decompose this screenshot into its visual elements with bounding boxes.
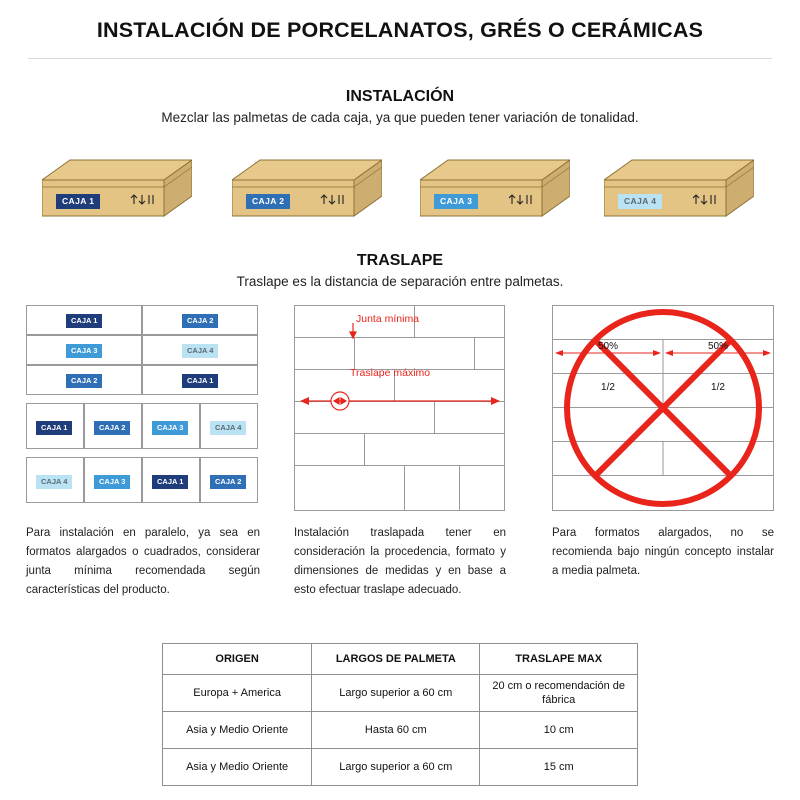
box-caja-3 (420, 156, 570, 228)
carton-box-icon (420, 156, 570, 228)
label-pct-left: 50% (597, 341, 618, 352)
tile-chip: CAJA 1 (152, 475, 188, 489)
table-header-largos: LARGOS DE PALMETA (312, 644, 480, 675)
table-cell-largo: Hasta 60 cm (312, 712, 480, 749)
tile-chip: CAJA 1 (182, 374, 218, 388)
tile-chip: CAJA 4 (36, 475, 72, 489)
tile-chip: CAJA 1 (36, 421, 72, 435)
tile-chip: CAJA 3 (94, 475, 130, 489)
traslape-table (162, 643, 638, 786)
panel-traslape (294, 305, 504, 510)
table-row (163, 749, 638, 786)
label-pct-right: 50% (707, 341, 728, 352)
box-caja-2 (232, 156, 382, 228)
media-palmeta-diagram (552, 305, 774, 511)
section-heading-instalacion: INSTALACIÓN (345, 88, 455, 105)
tile-chip: CAJA 2 (210, 475, 246, 489)
label-half-left: 1/2 (601, 382, 615, 393)
annotation-traslape-maximo: Traslape máximo (350, 367, 431, 379)
table-cell-origen: Asia y Medio Oriente (163, 712, 312, 749)
tile-chip: CAJA 2 (182, 314, 218, 328)
table-header-origen: ORIGEN (163, 644, 312, 675)
box-label-3: CAJA 3 (434, 194, 478, 209)
panel-media-palmeta (552, 305, 774, 510)
table-cell-traslape: 10 cm (480, 712, 638, 749)
tile-chip: CAJA 4 (210, 421, 246, 435)
table-cell-traslape: 20 cm o recomendación de fábrica (480, 675, 638, 712)
caption-panel-paralelo: Para instalación en paralelo, ya sea en formatos alargados o cuadrados, considerar junta mínima recomendada según características del producto. (26, 527, 260, 596)
carton-box-icon (42, 156, 192, 228)
label-half-right: 1/2 (711, 382, 725, 393)
caption-panel-media-palmeta: Para formatos alargados, no se recomienda bajo ningún concepto instalar a media palmeta. (552, 527, 774, 577)
table-cell-origen: Asia y Medio Oriente (163, 749, 312, 786)
annotation-junta-minima: Junta mínima (356, 313, 420, 325)
boxes-row (0, 152, 800, 232)
caption-panel-traslape: Instalación traslapada tener en consideración la procedencia, formato y dimensiones de medidas y en base a esto efectuar traslape adecuado. (294, 527, 506, 596)
box-label-1: CAJA 1 (56, 194, 100, 209)
table-cell-largo: Largo superior a 60 cm (312, 675, 480, 712)
tile-chip: CAJA 3 (66, 344, 102, 358)
tile-chip: CAJA 4 (182, 344, 218, 358)
table-row (163, 712, 638, 749)
page-title: INSTALACIÓN DE PORCELANATOS, GRÉS O CERÁMICAS (96, 17, 704, 42)
tile-chip: CAJA 1 (66, 314, 102, 328)
box-caja-1 (42, 156, 192, 228)
traslape-diagram (294, 305, 506, 511)
panel-paralelo (26, 305, 258, 510)
section-subtitle-traslape: Traslape es la distancia de separación entre palmetas. (236, 274, 564, 289)
box-label-4: CAJA 4 (618, 194, 662, 209)
table-cell-largo: Largo superior a 60 cm (312, 749, 480, 786)
section-heading-traslape: TRASLAPE (356, 252, 444, 269)
box-caja-4 (604, 156, 754, 228)
tile-chip: CAJA 2 (66, 374, 102, 388)
tile-chip: CAJA 3 (152, 421, 188, 435)
carton-box-icon (232, 156, 382, 228)
page-title-bar (0, 0, 800, 60)
table-header-traslape: TRASLAPE MAX (480, 644, 638, 675)
section-subtitle-instalacion: Mezclar las palmetas de cada caja, ya que pueden tener variación de tonalidad. (161, 110, 639, 125)
box-label-2: CAJA 2 (246, 194, 290, 209)
table-row (163, 675, 638, 712)
tile-chip: CAJA 2 (94, 421, 130, 435)
table-cell-origen: Europa + America (163, 675, 312, 712)
table-cell-traslape: 15 cm (480, 749, 638, 786)
title-divider (28, 58, 772, 59)
table-header-row (163, 644, 638, 675)
carton-box-icon (604, 156, 754, 228)
